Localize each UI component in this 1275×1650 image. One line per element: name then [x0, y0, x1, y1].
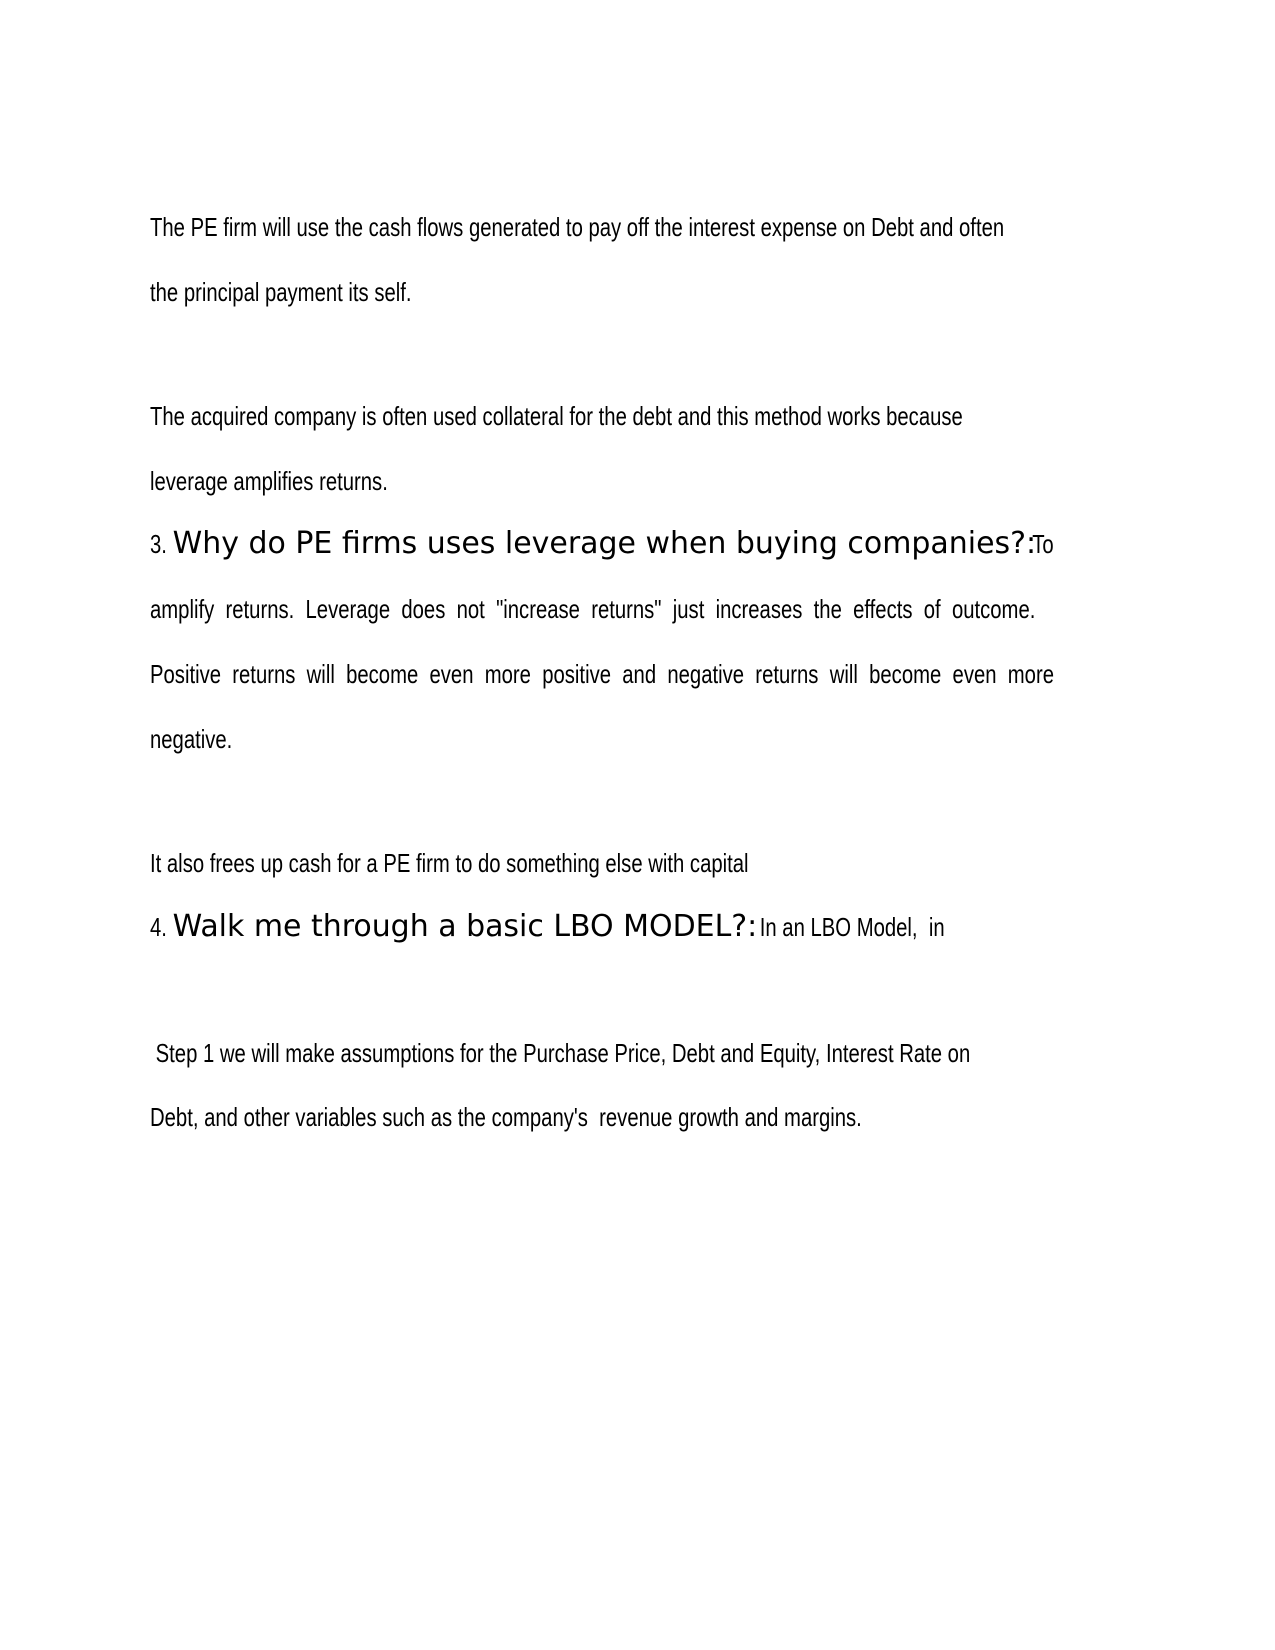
paragraph-line: leverage amplifies returns. [150, 466, 388, 496]
paragraph-line: It also frees up cash for a PE firm to do something else with capital [150, 848, 749, 878]
paragraph-line: The PE firm will use the cash flows generated to pay off the interest expense on Debt and often [150, 212, 1005, 242]
question-3-heading [150, 528, 1054, 560]
paragraph-line: negative. [150, 724, 233, 754]
paragraph-line: Step 1 we will make assumptions for the Purchase Price, Debt and Equity, Interest Rate on [150, 1038, 971, 1068]
question-text: Why do PE firms uses leverage when buying companies?: [172, 526, 1037, 561]
question-number: 3. [150, 529, 167, 559]
paragraph-line: Positive returns will become even more positive and negative returns will become even more [150, 659, 1054, 689]
question-number: 4. [150, 912, 167, 942]
paragraph-line: amplify returns. Leverage does not "increase returns" just increases the effects of outcome. [150, 594, 1036, 624]
paragraph-line: Debt, and other variables such as the company's revenue growth and margins. [150, 1102, 862, 1132]
answer-start: To [1032, 529, 1054, 559]
question-text: Walk me through a basic LBO MODEL?: [172, 909, 758, 944]
paragraph-line: The acquired company is often used collateral for the debt and this method works because [150, 401, 963, 431]
question-4-heading [150, 911, 945, 943]
answer-start: In an LBO Model, in [759, 912, 945, 942]
paragraph-line: the principal payment its self. [150, 277, 412, 307]
